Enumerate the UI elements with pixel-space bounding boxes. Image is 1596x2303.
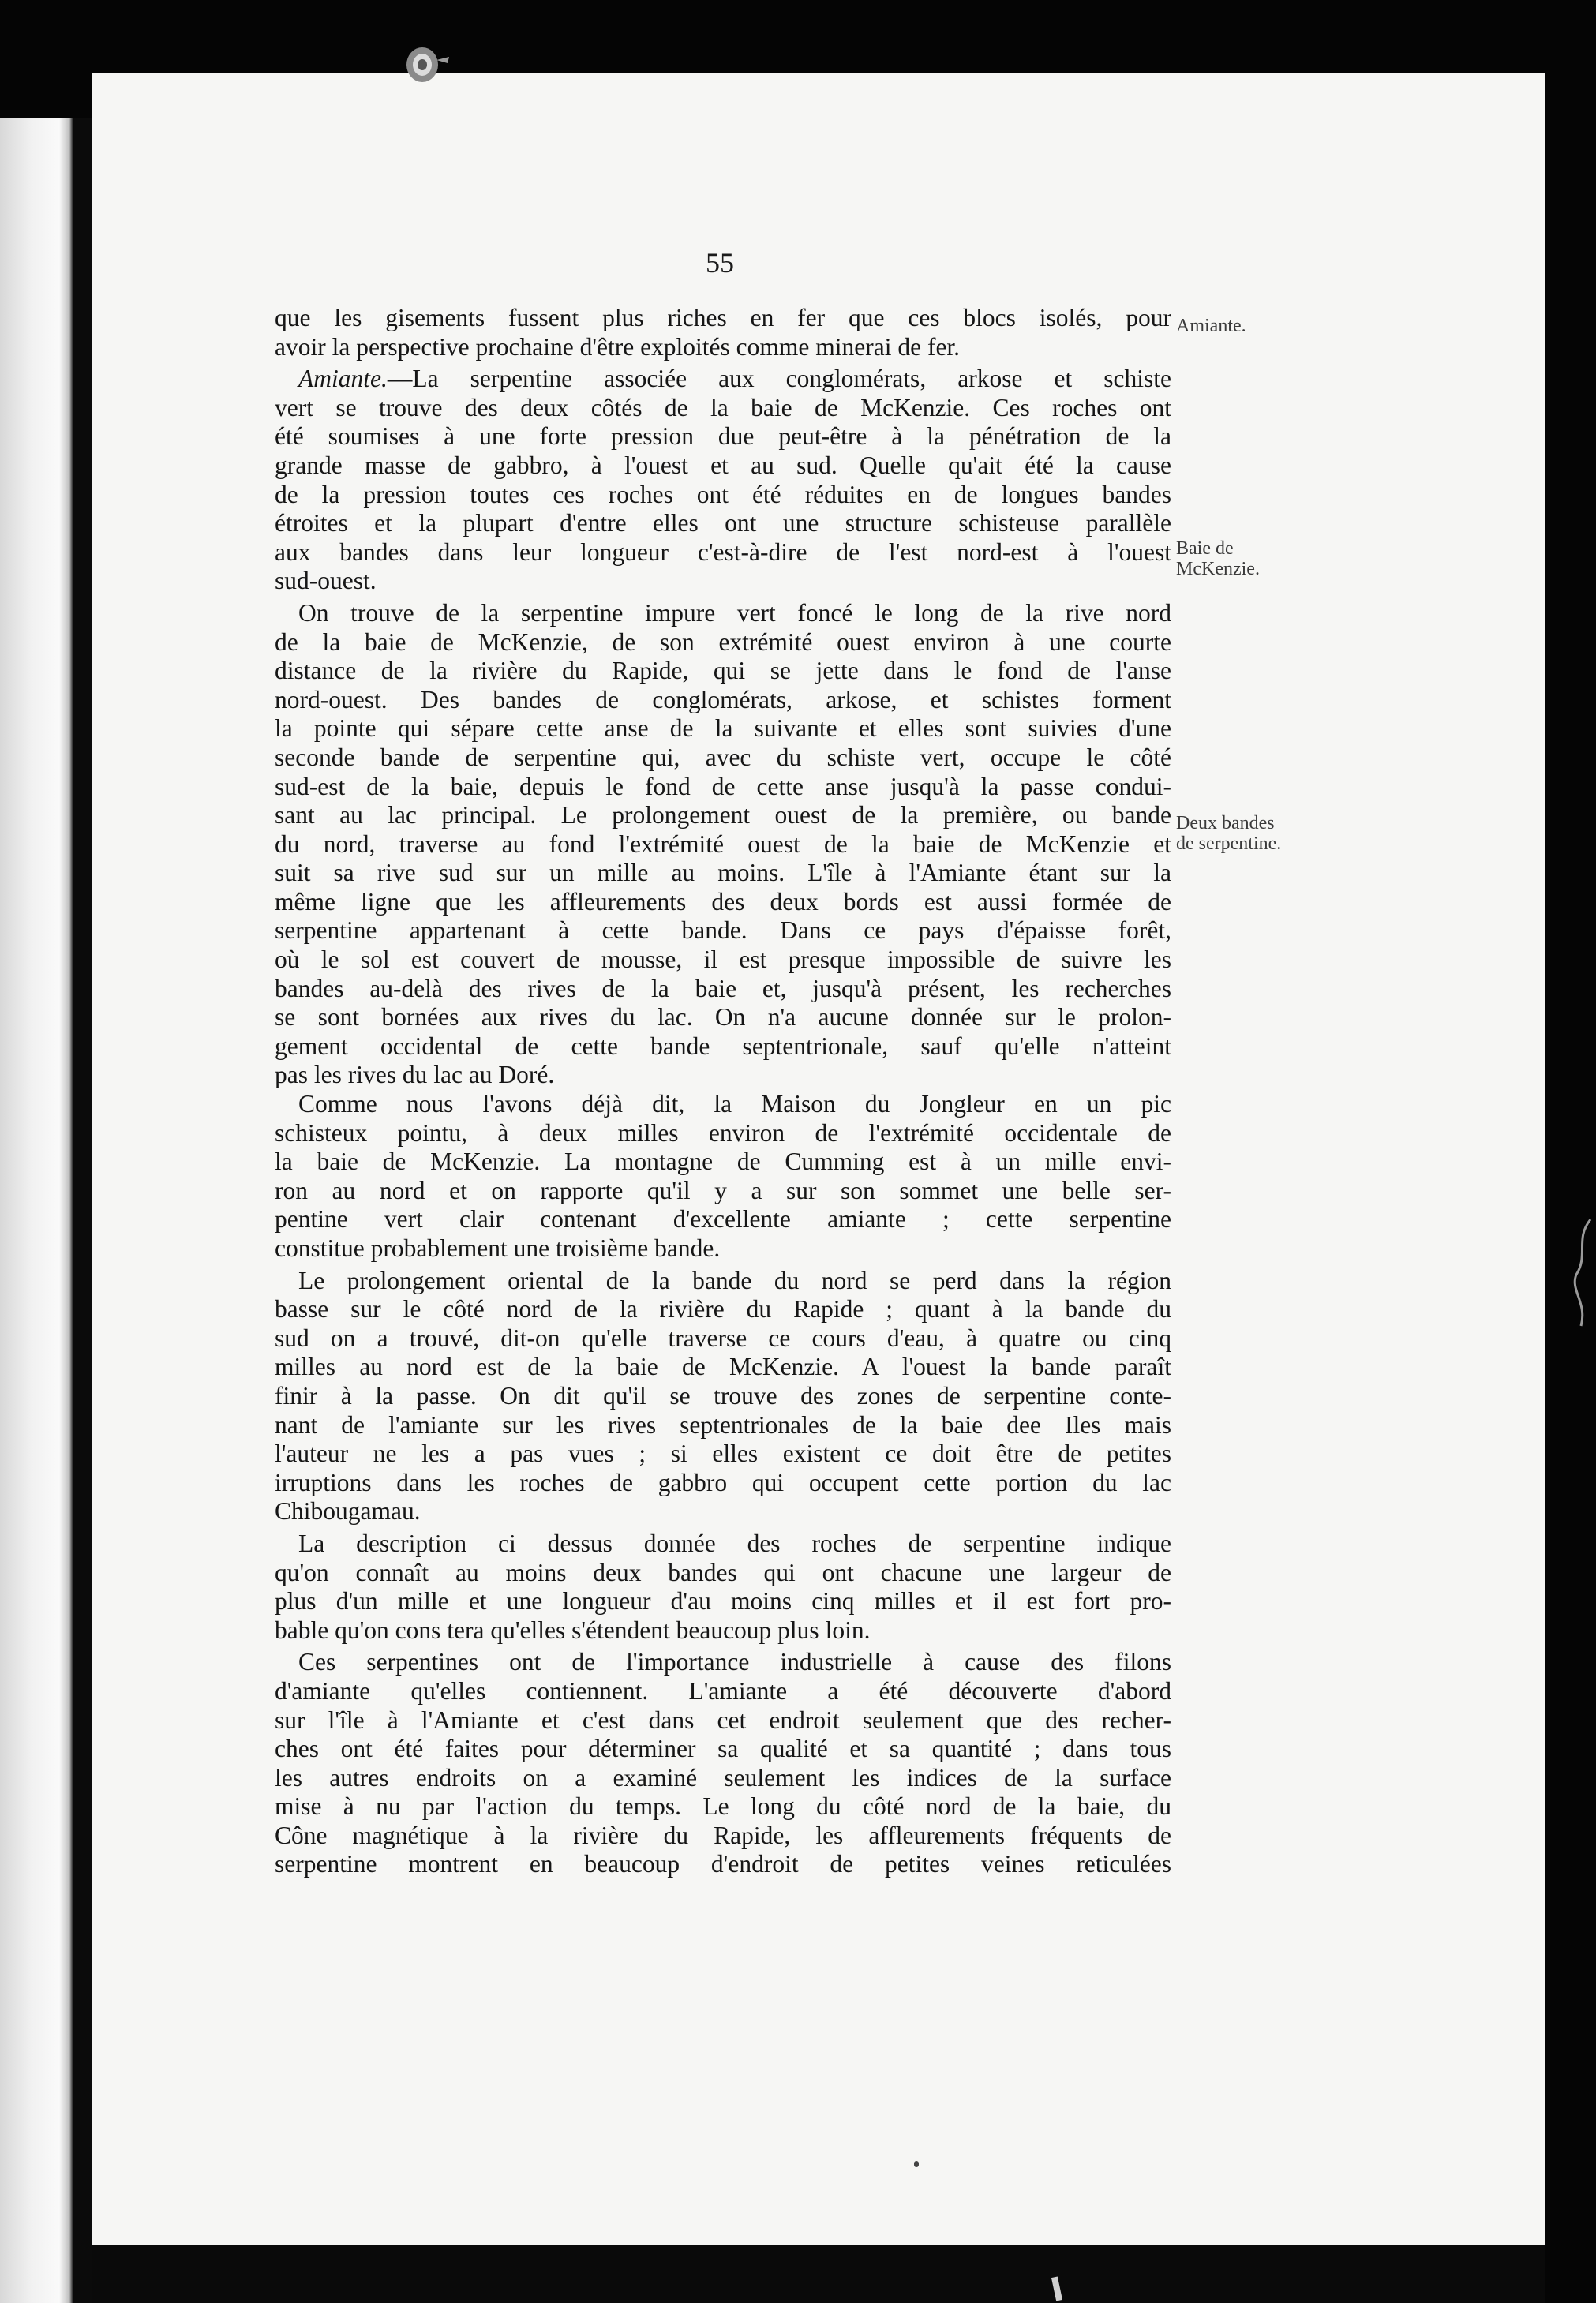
text-line: bandes au-delà des rives de la baie et, jusqu'à présent, les recherches bbox=[275, 974, 1171, 1002]
text-line: sud-est de la baie, depuis le fond de cette anse jusqu'à la passe condui- bbox=[275, 772, 1171, 800]
text-line: On trouve de la serpentine impure vert foncé le long de la rive nord bbox=[298, 598, 1171, 627]
text-line: finir à la passe. On dit qu'il se trouve des zones de serpentine conte- bbox=[275, 1381, 1171, 1410]
text-line: sud-ouest. bbox=[275, 567, 377, 595]
text-line: étroites et la plupart d'entre elles ont une structure schisteuse parallèle bbox=[275, 509, 1171, 537]
text-line: l'auteur ne les a pas vues ; si elles existent ce doit être de petites bbox=[275, 1440, 1171, 1468]
text-line: Ces serpentines ont de l'importance industrielle à cause des filons bbox=[298, 1648, 1171, 1676]
text-line: qu'on connaît au moins deux bandes qui ont chacune une largeur de bbox=[275, 1558, 1171, 1586]
text-line bbox=[275, 365, 1171, 394]
adjacent-page-edge bbox=[0, 118, 73, 2303]
library-stamp-icon bbox=[399, 39, 451, 87]
text-line: vert se trouve des deux côtés de la baie de McKenzie. Ces roches ont bbox=[275, 393, 1171, 421]
text-line: la baie de McKenzie. La montagne de Cumming est à un mille envi- bbox=[275, 1148, 1171, 1176]
margin-note-deux-bandes bbox=[1176, 813, 1281, 854]
text-line: aux bandes dans leur longueur c'est-à-dire de l'est nord-est à l'ouest bbox=[275, 537, 1171, 566]
text-line: milles au nord est de la baie de McKenzie. A l'ouest la bande paraît bbox=[275, 1353, 1171, 1381]
text-line: suit sa rive sud sur un mille au moins. L'île à l'Amiante étant sur la bbox=[275, 859, 1171, 887]
margin-note-line: Deux bandes bbox=[1176, 813, 1275, 833]
paragraph bbox=[275, 1090, 1171, 1264]
page-number: 55 bbox=[706, 247, 734, 279]
text-line: sant au lac principal. Le prolongement ouest de la première, ou bande bbox=[275, 801, 1171, 829]
margin-note-baie-mckenzie bbox=[1176, 538, 1260, 579]
text-line: Comme nous l'avons déjà dit, la Maison du Jongleur en un pic bbox=[298, 1090, 1171, 1118]
text-line: d'amiante qu'elles contiennent. L'amiante a été découverte d'abord bbox=[275, 1676, 1171, 1705]
text-line: serpentine montrent en beaucoup d'endroit de petites veines reticulées bbox=[275, 1850, 1171, 1878]
text-line: pentine vert clair contenant d'excellente amiante ; cette serpentine bbox=[275, 1205, 1171, 1234]
text-line: ches ont été faites pour déterminer sa qualité et sa quantité ; dans tous bbox=[275, 1735, 1171, 1763]
text-line: bable qu'on cons tera qu'elles s'étendent beaucoup plus loin. bbox=[275, 1616, 871, 1644]
paragraph bbox=[275, 304, 1171, 361]
text-line: que les gisements fussent plus riches en fer que ces blocs isolés, pour bbox=[275, 304, 1171, 331]
paragraph bbox=[275, 599, 1171, 1090]
text-line: serpentine appartenant à cette bande. Dans ce pays d'épaisse forêt, bbox=[275, 916, 1171, 945]
text-line: Le prolongement oriental de la bande du nord se perd dans la région bbox=[298, 1266, 1171, 1294]
page-bottom-shadow bbox=[92, 2245, 1545, 2303]
text-line: se sont bornées aux rives du lac. On n'a aucune donnée sur le prolon- bbox=[275, 1003, 1171, 1032]
text-line: basse sur le côté nord de la rivière du Rapide ; quant à la bande du bbox=[275, 1295, 1171, 1324]
text-line: seconde bande de serpentine qui, avec du schiste vert, occupe le côté bbox=[275, 743, 1171, 771]
text-line: irruptions dans les roches de gabbro qui occupent cette portion du lac bbox=[275, 1468, 1171, 1496]
text-line: de la baie de McKenzie, de son extrémité ouest environ à une courte bbox=[275, 627, 1171, 656]
paragraph bbox=[275, 1267, 1171, 1526]
text-line: de la pression toutes ces roches ont été réduites en de longues bandes bbox=[275, 480, 1171, 508]
text-line: Cône magnétique à la rivière du Rapide, les affleurements fréquents de bbox=[275, 1821, 1171, 1849]
text-line: pas les rives du lac au Doré. bbox=[275, 1061, 555, 1089]
text-line: gement occidental de cette bande septentrionale, sauf qu'elle n'atteint bbox=[275, 1032, 1171, 1060]
text-line: été soumises à une forte pression due peut-être à la pénétration de la bbox=[275, 422, 1171, 451]
book-spine-shadow bbox=[73, 118, 92, 2303]
text-line: du nord, traverse au fond l'extrémité ouest de la baie de McKenzie et bbox=[275, 829, 1171, 858]
margin-note-line: McKenzie. bbox=[1176, 559, 1260, 579]
text-line: mise à nu par l'action du temps. Le long du côté nord de la baie, du bbox=[275, 1792, 1171, 1821]
text-line: sur l'île à l'Amiante et c'est dans cet endroit seulement que des recher- bbox=[275, 1706, 1171, 1734]
paragraph bbox=[275, 1530, 1171, 1645]
margin-note-line: Amiante. bbox=[1176, 316, 1246, 336]
ink-speck bbox=[914, 2161, 919, 2167]
margin-note-line: de serpentine. bbox=[1176, 833, 1282, 854]
text-line: schisteux pointu, à deux milles environ de l'extrémité occidentale de bbox=[275, 1118, 1171, 1147]
text-line: les autres endroits on a examiné seulement les indices de la surface bbox=[275, 1763, 1171, 1792]
text-line: plus d'un mille et une longueur d'au moins cinq milles et il est fort pro- bbox=[275, 1587, 1171, 1616]
margin-note-line: Baie de bbox=[1176, 538, 1234, 559]
paragraph-amiante bbox=[275, 365, 1171, 596]
margin-note-amiante bbox=[1176, 316, 1246, 336]
body-text bbox=[275, 304, 1171, 1879]
section-heading: Amiante. bbox=[298, 365, 388, 393]
text-line: distance de la rivière du Rapide, qui se jette dans le fond de l'anse bbox=[275, 657, 1171, 685]
text-run: —La serpentine associée aux conglomérats, arkose et schiste bbox=[387, 365, 1171, 393]
text-line: la pointe qui sépare cette anse de la suivante et elles sont suivies d'une bbox=[275, 714, 1171, 743]
text-line: La description ci dessus donnée des roches de serpentine indique bbox=[298, 1529, 1171, 1557]
text-line: ron au nord et on rapporte qu'il y a sur son sommet une belle ser- bbox=[275, 1176, 1171, 1204]
paragraph bbox=[275, 1648, 1171, 1879]
text-line: sud on a trouvé, dit-on qu'elle traverse ce cours d'eau, à quatre ou cinq bbox=[275, 1324, 1171, 1352]
text-line: nord-ouest. Des bandes de conglomérats, arkose, et schistes forment bbox=[275, 685, 1171, 713]
text-line: grande masse de gabbro, à l'ouest et au sud. Quelle qu'ait été la cause bbox=[275, 451, 1171, 479]
text-line: nant de l'amiante sur les rives septentrionales de la baie dee Iles mais bbox=[275, 1410, 1171, 1439]
text-line: où le sol est couvert de mousse, il est presque impossible de suivre les bbox=[275, 946, 1171, 974]
text-line: Chibougamau. bbox=[275, 1497, 421, 1526]
margin-scribble-icon bbox=[1567, 1215, 1596, 1334]
text-line: avoir la perspective prochaine d'être exploités comme minerai de fer. bbox=[275, 332, 961, 361]
text-line: constitue probablement une troisième bande. bbox=[275, 1234, 721, 1262]
text-line: même ligne que les affleurements des deux bords est aussi formée de bbox=[275, 887, 1171, 916]
